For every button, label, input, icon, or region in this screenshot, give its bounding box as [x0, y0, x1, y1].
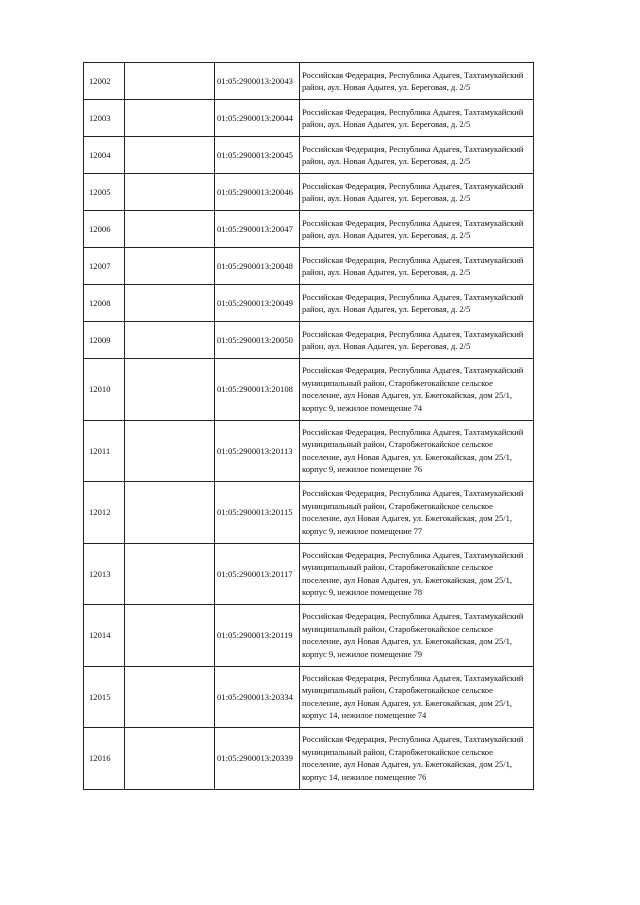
- address-text: Российская Федерация, Республика Адыгея, Тахтамукайский муниципальный район, Старобжегокайское сельское поселение, аул Новая Адыгея, ул. Бжегокайская, дом 25/1, корпус 9, нежилое помещение 79: [302, 611, 524, 659]
- property-table-body: [84, 63, 534, 790]
- row-number-cell: 12004: [84, 137, 125, 174]
- address-text: Российская Федерация, Республика Адыгея, Тахтамукайский район, аул. Новая Адыгея, ул. Береговая, д. 2/5: [302, 291, 524, 314]
- address-text: Российская Федерация, Республика Адыгея, Тахтамукайский район, аул. Новая Адыгея, ул. Береговая, д. 2/5: [302, 328, 524, 351]
- address-cell: [300, 322, 534, 359]
- cadastral-number-cell: 01:05:2900013:20115: [215, 482, 300, 544]
- empty-cell: [125, 63, 215, 100]
- row-number-cell: 12012: [84, 482, 125, 544]
- address-cell: [300, 211, 534, 248]
- empty-cell: [125, 482, 215, 544]
- table-row: [84, 211, 534, 248]
- table-row: [84, 137, 534, 174]
- table-row: [84, 248, 534, 285]
- row-number-cell: 12013: [84, 543, 125, 605]
- row-number-cell: 12015: [84, 666, 125, 728]
- cadastral-number-cell: 01:05:2900013:20117: [215, 543, 300, 605]
- cadastral-number-cell: 01:05:2900013:20043: [215, 63, 300, 100]
- row-number-cell: 12016: [84, 728, 125, 790]
- empty-cell: [125, 211, 215, 248]
- empty-cell: [125, 174, 215, 211]
- row-number-cell: 12008: [84, 285, 125, 322]
- address-text: Российская Федерация, Республика Адыгея, Тахтамукайский район, аул. Новая Адыгея, ул. Береговая, д. 2/5: [302, 254, 524, 277]
- cadastral-number-cell: 01:05:2900013:20046: [215, 174, 300, 211]
- table-row: [84, 543, 534, 605]
- address-cell: [300, 137, 534, 174]
- address-text: Российская Федерация, Республика Адыгея, Тахтамукайский район, аул. Новая Адыгея, ул. Береговая, д. 2/5: [302, 106, 524, 129]
- row-number-cell: 12005: [84, 174, 125, 211]
- address-cell: [300, 285, 534, 322]
- table-row: [84, 100, 534, 137]
- row-number-cell: 12009: [84, 322, 125, 359]
- row-number-cell: 12010: [84, 359, 125, 421]
- table-row: [84, 359, 534, 421]
- empty-cell: [125, 100, 215, 137]
- address-cell: [300, 248, 534, 285]
- empty-cell: [125, 248, 215, 285]
- cadastral-number-cell: 01:05:2900013:20119: [215, 605, 300, 667]
- address-text: Российская Федерация, Республика Адыгея, Тахтамукайский муниципальный район, Старобжегокайское сельское поселение, аул Новая Адыгея, ул. Бжегокайская, дом 25/1, корпус 9, нежилое помещение 77: [302, 488, 524, 536]
- cadastral-number-cell: 01:05:2900013:20044: [215, 100, 300, 137]
- table-row: [84, 605, 534, 667]
- empty-cell: [125, 137, 215, 174]
- address-text: Российская Федерация, Республика Адыгея, Тахтамукайский муниципальный район, Старобжегокайское сельское поселение, аул Новая Адыгея, ул. Бжегокайская, дом 25/1, корпус 14, нежилое помещение 76: [302, 734, 524, 782]
- empty-cell: [125, 666, 215, 728]
- address-text: Российская Федерация, Республика Адыгея, Тахтамукайский район, аул. Новая Адыгея, ул. Береговая, д. 2/5: [302, 217, 524, 240]
- address-cell: [300, 605, 534, 667]
- cadastral-number-cell: 01:05:2900013:20048: [215, 248, 300, 285]
- address-cell: [300, 543, 534, 605]
- address-cell: [300, 359, 534, 421]
- cadastral-number-cell: 01:05:2900013:20334: [215, 666, 300, 728]
- empty-cell: [125, 322, 215, 359]
- empty-cell: [125, 728, 215, 790]
- cadastral-number-cell: 01:05:2900013:20113: [215, 420, 300, 482]
- address-cell: [300, 174, 534, 211]
- address-cell: [300, 420, 534, 482]
- address-cell: [300, 666, 534, 728]
- empty-cell: [125, 285, 215, 322]
- table-row: [84, 666, 534, 728]
- table-row: [84, 728, 534, 790]
- cadastral-number-cell: 01:05:2900013:20339: [215, 728, 300, 790]
- cadastral-number-cell: 01:05:2900013:20108: [215, 359, 300, 421]
- address-text: Российская Федерация, Республика Адыгея, Тахтамукайский муниципальный район, Старобжегокайское сельское поселение, аул Новая Адыгея, ул. Бжегокайская, дом 25/1, корпус 9, нежилое помещение 74: [302, 365, 524, 413]
- row-number-cell: 12011: [84, 420, 125, 482]
- row-number-cell: 12006: [84, 211, 125, 248]
- table-row: [84, 482, 534, 544]
- row-number-cell: 12007: [84, 248, 125, 285]
- empty-cell: [125, 605, 215, 667]
- empty-cell: [125, 543, 215, 605]
- empty-cell: [125, 420, 215, 482]
- cadastral-number-cell: 01:05:2900013:20045: [215, 137, 300, 174]
- table-row: [84, 285, 534, 322]
- address-cell: [300, 728, 534, 790]
- empty-cell: [125, 359, 215, 421]
- table-row: [84, 174, 534, 211]
- table-row: [84, 63, 534, 100]
- address-text: Российская Федерация, Республика Адыгея, Тахтамукайский муниципальный район, Старобжегокайское сельское поселение, аул Новая Адыгея, ул. Бжегокайская, дом 25/1, корпус 9, нежилое помещение 76: [302, 426, 524, 475]
- address-text: Российская Федерация, Республика Адыгея, Тахтамукайский муниципальный район, Старобжегокайское сельское поселение, аул Новая Адыгея, ул. Бжегокайская, дом 25/1, корпус 14, нежилое помещение 74: [302, 672, 524, 721]
- address-text: Российская Федерация, Республика Адыгея, Тахтамукайский район, аул. Новая Адыгея, ул. Береговая, д. 2/5: [302, 69, 524, 92]
- address-text: Российская Федерация, Республика Адыгея, Тахтамукайский район, аул. Новая Адыгея, ул. Береговая, д. 2/5: [302, 180, 524, 203]
- row-number-cell: 12014: [84, 605, 125, 667]
- table-row: [84, 420, 534, 482]
- cadastral-number-cell: 01:05:2900013:20050: [215, 322, 300, 359]
- row-number-cell: 12003: [84, 100, 125, 137]
- address-cell: [300, 100, 534, 137]
- address-text: Российская Федерация, Республика Адыгея, Тахтамукайский район, аул. Новая Адыгея, ул. Береговая, д. 2/5: [302, 143, 524, 166]
- address-cell: [300, 63, 534, 100]
- property-table: [83, 62, 534, 790]
- cadastral-number-cell: 01:05:2900013:20049: [215, 285, 300, 322]
- address-text: Российская Федерация, Республика Адыгея, Тахтамукайский муниципальный район, Старобжегокайское сельское поселение, аул Новая Адыгея, ул. Бжегокайская, дом 25/1, корпус 9, нежилое помещение 78: [302, 549, 524, 598]
- row-number-cell: 12002: [84, 63, 125, 100]
- address-cell: [300, 482, 534, 544]
- table-row: [84, 322, 534, 359]
- cadastral-number-cell: 01:05:2900013:20047: [215, 211, 300, 248]
